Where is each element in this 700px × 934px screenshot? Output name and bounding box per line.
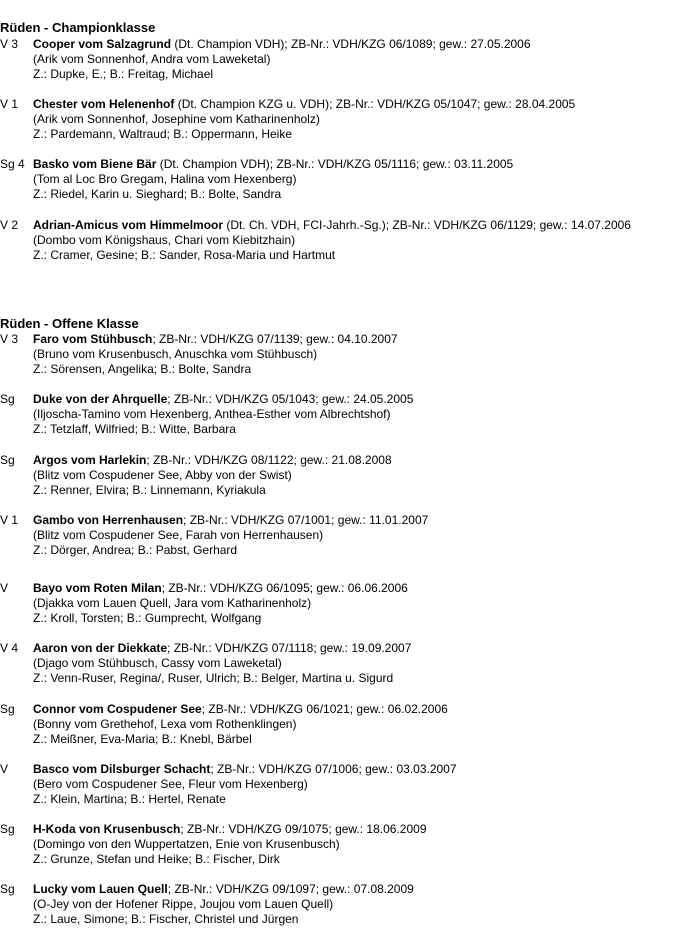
entry-grade: V 4 xyxy=(0,641,19,655)
entry-owners: Z.: Dörger, Andrea; B.: Pabst, Gerhard xyxy=(33,543,238,557)
entry-grade: V xyxy=(0,581,9,595)
dog-name: Basco vom Dilsburger Schacht xyxy=(33,762,211,776)
entry-owners: Z.: Laue, Simone; B.: Fischer, Christel und Jürgen xyxy=(33,912,299,926)
entry-parents: (Arik vom Sonnenhof, Andra vom Laweketal) xyxy=(33,52,271,66)
entry-grade: V 3 xyxy=(0,332,19,346)
entry-owners: Z.: Renner, Elvira; B.: Linnemann, Kyriakula xyxy=(33,483,266,497)
list-item xyxy=(0,97,700,142)
entry-details: (Dt. Champion VDH); ZB-Nr.: VDH/KZG 06/1089; gew.: 27.05.2006 xyxy=(171,37,531,51)
dog-name: H-Koda von Krusenbusch xyxy=(33,822,181,836)
entry-grade: Sg xyxy=(0,392,15,406)
dog-name: Basko vom Biene Bär xyxy=(33,157,157,171)
list-item xyxy=(0,702,700,747)
entry-grade: Sg xyxy=(0,882,15,896)
entry-grade: Sg xyxy=(0,453,15,467)
dog-name: Lucky vom Lauen Quell xyxy=(33,882,168,896)
dog-name: Duke von der Ahrquelle xyxy=(33,392,168,406)
entry-details: ; ZB-Nr.: VDH/KZG 07/1139; gew.: 04.10.2007 xyxy=(152,332,398,346)
dog-name: Cooper vom Salzagrund xyxy=(33,37,172,51)
entry-details: ; ZB-Nr.: VDH/KZG 05/1043; gew.: 24.05.2005 xyxy=(167,392,414,406)
entry-parents: (Dombo vom Königshaus, Chari vom Kiebitzhain) xyxy=(33,233,296,247)
entry-parents: (Blitz vom Cospudener See, Farah von Herrenhausen) xyxy=(33,528,324,542)
entry-details: ; ZB-Nr.: VDH/KZG 07/1118; gew.: 19.09.2007 xyxy=(167,641,412,655)
entry-parents: (Tom al Loc Bro Gregam, Halina vom Hexenberg) xyxy=(33,172,297,186)
entry-details: ; ZB-Nr.: VDH/KZG 07/1006; gew.: 03.03.2007 xyxy=(210,762,457,776)
entry-parents: (Blitz vom Cospudener See, Abby von der Swist) xyxy=(33,468,292,482)
section-title-championklasse: Rüden - Championklasse xyxy=(0,20,156,35)
list-item xyxy=(0,37,700,82)
entry-owners: Z.: Pardemann, Waltraud; B.: Oppermann, Heike xyxy=(33,127,293,141)
entry-owners: Z.: Meißner, Eva-Maria; B.: Knebl, Bärbel xyxy=(33,732,252,746)
entry-parents: (Bruno vom Krusenbusch, Anuschka vom Stühbusch) xyxy=(33,347,318,361)
list-item xyxy=(0,762,700,807)
entry-owners: Z.: Sörensen, Angelika; B.: Bolte, Sandra xyxy=(33,362,252,376)
entry-grade: V 3 xyxy=(0,37,19,51)
list-item xyxy=(0,513,700,558)
section-title-offene-klasse: Rüden - Offene Klasse xyxy=(0,316,139,331)
dog-name: Bayo vom Roten Milan xyxy=(33,581,162,595)
entry-details: (Dt. Champion VDH); ZB-Nr.: VDH/KZG 05/1116; gew.: 03.11.2005 xyxy=(156,157,514,171)
entry-parents: (Arik vom Sonnenhof, Josephine vom Katharinenholz) xyxy=(33,112,320,126)
entry-parents: (Djakka vom Lauen Quell, Jara vom Katharinenholz) xyxy=(33,596,312,610)
entry-owners: Z.: Dupke, E.; B.: Freitag, Michael xyxy=(33,67,214,81)
list-item xyxy=(0,392,700,437)
dog-name: Argos vom Harlekin xyxy=(33,453,147,467)
entry-owners: Z.: Cramer, Gesine; B.: Sander, Rosa-Maria und Hartmut xyxy=(33,248,336,262)
entry-grade: V xyxy=(0,762,9,776)
dog-name: Aaron von der Diekkate xyxy=(33,641,168,655)
entry-owners: Z.: Tetzlaff, Wilfried; B.: Witte, Barbara xyxy=(33,422,236,436)
entry-details: ; ZB-Nr.: VDH/KZG 06/1095; gew.: 06.06.2006 xyxy=(161,581,408,595)
entry-owners: Z.: Klein, Martina; B.: Hertel, Renate xyxy=(33,792,226,806)
list-item xyxy=(0,822,700,867)
entry-details: ; ZB-Nr.: VDH/KZG 07/1001; gew.: 11.01.2007 xyxy=(183,513,429,527)
dog-name: Faro vom Stühbusch xyxy=(33,332,153,346)
dog-name: Chester vom Helenenhof xyxy=(33,97,175,111)
entry-details: ; ZB-Nr.: VDH/KZG 09/1075; gew.: 18.06.2009 xyxy=(180,822,427,836)
entry-parents: (Djago vom Stühbusch, Cassy vom Laweketal) xyxy=(33,656,282,670)
list-item xyxy=(0,332,700,377)
entry-details: (Dt. Ch. VDH, FCI-Jahrh.-Sg.); ZB-Nr.: VDH/KZG 06/1129; gew.: 14.07.2006 xyxy=(223,218,631,232)
entry-owners: Z.: Riedel, Karin u. Sieghard; B.: Bolte, Sandra xyxy=(33,187,282,201)
entry-parents: (O-Jey von der Hofener Rippe, Joujou vom Lauen Quell) xyxy=(33,897,334,911)
dog-name: Gambo von Herrenhausen xyxy=(33,513,184,527)
entry-details: ; ZB-Nr.: VDH/KZG 08/1122; gew.: 21.08.2008 xyxy=(146,453,392,467)
entry-owners: Z.: Venn-Ruser, Regina/, Ruser, Ulrich; B.: Belger, Martina u. Sigurd xyxy=(33,671,394,685)
entry-owners: Z.: Kroll, Torsten; B.: Gumprecht, Wolfgang xyxy=(33,611,262,625)
list-item xyxy=(0,882,700,927)
dog-name: Connor vom Cospudener See xyxy=(33,702,202,716)
list-item xyxy=(0,641,700,686)
entry-owners: Z.: Grunze, Stefan und Heike; B.: Fischer, Dirk xyxy=(33,852,280,866)
entry-details: ; ZB-Nr.: VDH/KZG 06/1021; gew.: 06.02.2006 xyxy=(201,702,448,716)
dog-name: Adrian-Amicus vom Himmelmoor xyxy=(33,218,224,232)
entry-grade: Sg xyxy=(0,702,15,716)
entry-grade: V 1 xyxy=(0,97,19,111)
entry-grade: Sg 4 xyxy=(0,157,25,171)
entry-grade: Sg xyxy=(0,822,15,836)
list-item xyxy=(0,453,700,498)
entry-parents: (Bonny vom Grethehof, Lexa vom Rothenklingen) xyxy=(33,717,297,731)
entry-grade: V 1 xyxy=(0,513,19,527)
entry-details: (Dt. Champion KZG u. VDH); ZB-Nr.: VDH/KZG 05/1047; gew.: 28.04.2005 xyxy=(174,97,576,111)
entry-grade: V 2 xyxy=(0,218,19,232)
list-item xyxy=(0,157,700,202)
entry-details: ; ZB-Nr.: VDH/KZG 09/1097; gew.: 07.08.2009 xyxy=(167,882,414,896)
list-item xyxy=(0,218,700,263)
entry-parents: (Bero vom Cospudener See, Fleur vom Hexenberg) xyxy=(33,777,308,791)
list-item xyxy=(0,581,700,626)
entry-parents: (Domingo von den Wuppertatzen, Enie von Krusenbusch) xyxy=(33,837,340,851)
entry-parents: (Iljoscha-Tamino vom Hexenberg, Anthea-Esther vom Albrechtshof) xyxy=(33,407,391,421)
